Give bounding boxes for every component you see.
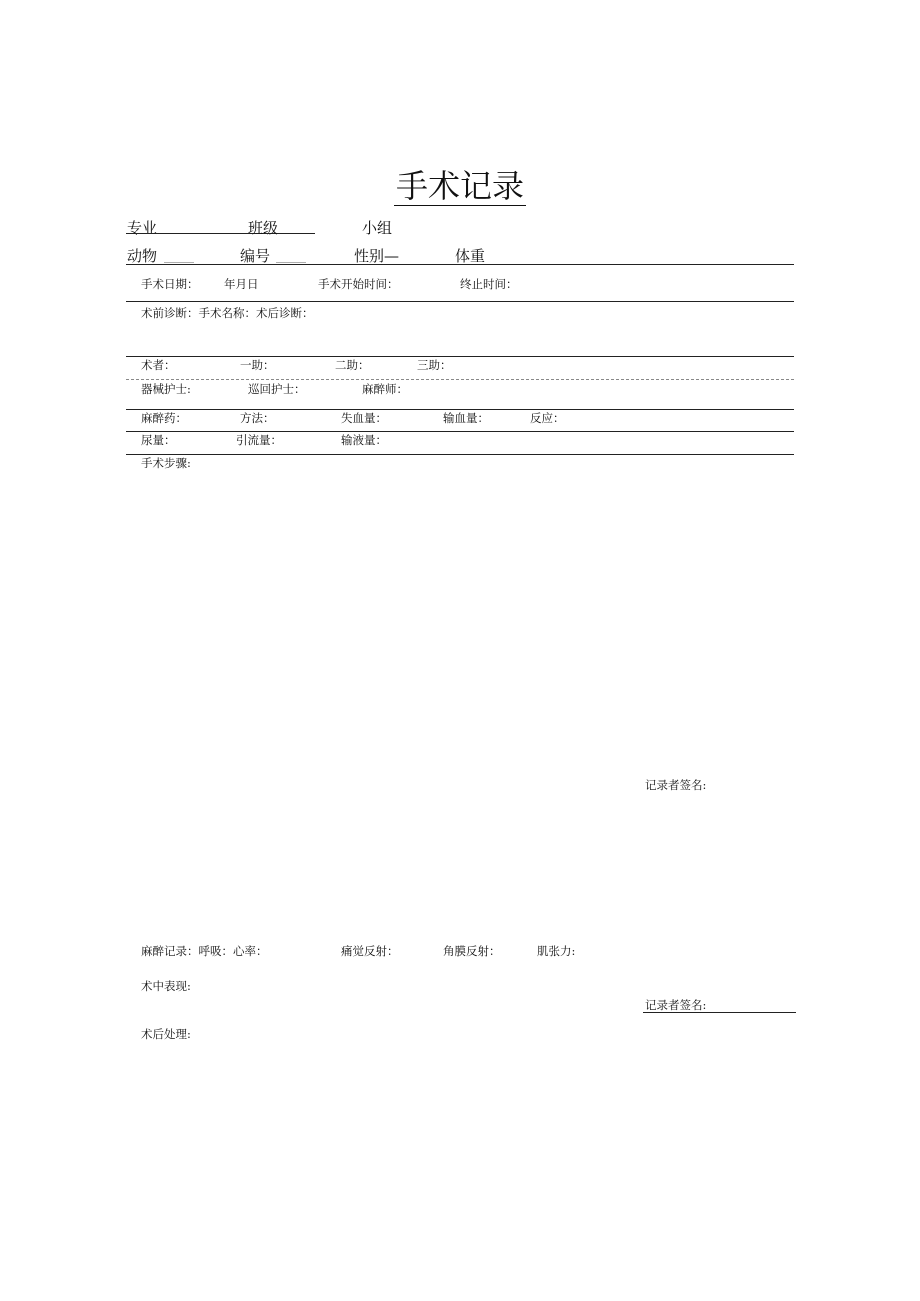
transfusion-label: 输血量： (443, 411, 489, 425)
sex-label: 性别— (354, 247, 400, 265)
surgery-date-label: 手术日期： (141, 277, 199, 291)
muscle-tone-label: 肌张力: (537, 944, 576, 958)
blood-loss-label: 失血量： (341, 411, 387, 425)
intraop-label: 术中表现: (141, 979, 191, 993)
method-label: 方法： (240, 411, 275, 425)
infusion-label: 输液量： (341, 433, 387, 447)
anesthetist-label: 麻醉师： (362, 382, 408, 396)
surgeon-label: 术者： (141, 358, 176, 372)
divider-anesthetic (126, 431, 794, 432)
animal-label: 动物 (127, 247, 158, 265)
class-label: 班级 (248, 219, 279, 237)
recorder-signature-label-1: 记录者签名: (645, 778, 707, 792)
divider-surgeons (126, 379, 794, 380)
anesthetic-label: 麻醉药： (141, 411, 187, 425)
pain-reflex-label: 痛觉反射： (341, 944, 399, 958)
divider-date (126, 301, 794, 302)
diagnosis-label: 术前诊断：手术名称：术后诊断： (141, 306, 314, 320)
major-label: 专业 (127, 219, 158, 237)
weight-label: 体重 (455, 247, 486, 265)
reaction-label: 反应： (530, 411, 565, 425)
number-label: 编号 (240, 247, 271, 265)
instrument-nurse-label: 器械护士: (141, 382, 191, 396)
start-time-label: 手术开始时间： (318, 277, 399, 291)
drainage-label: 引流量： (236, 433, 282, 447)
postop-label: 术后处理: (141, 1027, 191, 1041)
major-class-underline (126, 233, 315, 234)
divider-volumes (126, 454, 794, 455)
group-label: 小组 (362, 219, 393, 237)
year-month-day-label: 年月日 (224, 277, 259, 291)
page-title (0, 166, 920, 206)
number-blank[interactable]: ____ (276, 245, 306, 263)
anesthesia-record-label: 麻醉记录：呼吸：心率： (141, 944, 268, 958)
assistant3-label: 三助： (417, 358, 452, 372)
animal-blank[interactable]: ____ (164, 245, 194, 263)
recorder-signature-label-2: 记录者签名: (645, 998, 707, 1012)
assistant2-label: 二助： (335, 358, 370, 372)
end-time-label: 终止时间： (460, 277, 518, 291)
circulating-nurse-label: 巡回护士： (248, 382, 306, 396)
surgery-steps-label: 手术步骤: (141, 456, 191, 470)
divider-header (126, 264, 794, 265)
signature-underline (643, 1012, 796, 1013)
corneal-reflex-label: 角膜反射： (443, 944, 501, 958)
title-text: 手术记录 (395, 167, 524, 205)
divider-diagnosis (126, 356, 794, 357)
assistant1-label: 一助： (240, 358, 275, 372)
urine-label: 尿量： (141, 433, 176, 447)
